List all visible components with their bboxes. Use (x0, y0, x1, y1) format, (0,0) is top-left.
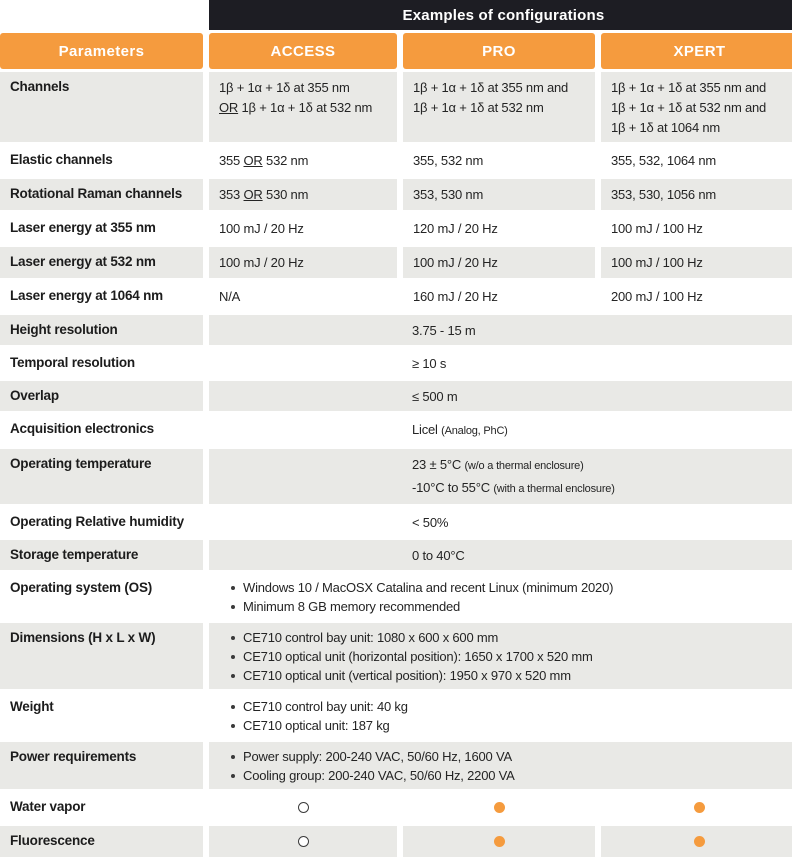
merged-value-cell (209, 348, 792, 378)
text-run: 0 to 40°C (412, 548, 465, 563)
merged-value-cell (209, 449, 792, 504)
text-run: 100 mJ / 20 Hz (413, 255, 498, 270)
text-run: 530 nm (262, 187, 309, 202)
column-header-xpert: XPERT (601, 33, 792, 69)
bullet-list-item (231, 697, 792, 716)
bullet-text: Power supply: 200-240 VAC, 50/60 Hz, 1600 VA (243, 749, 512, 764)
param-label: Power requirements (0, 742, 203, 789)
bullet-icon (231, 724, 235, 728)
text-run: OR (243, 187, 263, 202)
text-line (412, 419, 792, 442)
bullet-text: CE710 control bay unit: 40 kg (243, 699, 408, 714)
merged-value-cell (209, 315, 792, 345)
text-run: 200 mJ / 100 Hz (611, 289, 703, 304)
text-line (611, 185, 792, 205)
bullet-list-item (231, 597, 792, 616)
text-line (413, 253, 589, 273)
text-line (611, 78, 792, 98)
merged-value-cell (209, 540, 792, 570)
text-run: 23 ± 5°C (412, 457, 465, 472)
corner-spacer (0, 0, 203, 30)
value-cell (601, 179, 792, 210)
merged-bullet-cell (209, 692, 792, 739)
text-line (611, 287, 792, 307)
bullet-text: CE710 optical unit (vertical position): 1950 x 970 x 520 mm (243, 668, 571, 683)
value-cell (601, 213, 792, 244)
bullet-text: CE710 optical unit: 187 kg (243, 718, 390, 733)
text-line (611, 98, 792, 118)
bullet-icon (231, 774, 235, 778)
bullet-list-item (231, 766, 792, 785)
text-run: ≤ 500 m (412, 389, 458, 404)
text-line (219, 151, 391, 171)
text-run: N/A (219, 289, 241, 304)
bullet-list-item (231, 747, 792, 766)
param-label: Operating Relative humidity (0, 507, 203, 537)
text-run: 3.75 - 15 m (412, 323, 476, 338)
param-label: Operating temperature (0, 449, 203, 504)
filled-circle-icon (494, 802, 505, 813)
text-line (412, 353, 792, 374)
text-run: 532 nm (262, 153, 309, 168)
examples-header: Examples of configurations (209, 0, 792, 30)
text-run: 100 mJ / 20 Hz (219, 255, 304, 270)
text-run: OR (219, 100, 239, 115)
text-run: OR (243, 153, 263, 168)
text-run: 1β + 1α + 1δ at 355 nm and (611, 80, 767, 95)
text-line (219, 78, 391, 98)
text-run: Licel (412, 422, 442, 437)
value-cell (209, 247, 397, 278)
text-line (611, 118, 792, 138)
bullet-text: CE710 control bay unit: 1080 x 600 x 600 mm (243, 630, 499, 645)
bullet-list-item (231, 716, 792, 735)
value-cell (601, 281, 792, 312)
availability-cell (601, 826, 792, 857)
merged-value-cell (209, 507, 792, 537)
text-line (413, 219, 589, 239)
filled-circle-icon (694, 836, 705, 847)
bullet-list-item (231, 666, 792, 685)
param-label: Channels (0, 72, 203, 142)
text-run: (Analog, PhC) (441, 425, 508, 437)
text-line (412, 320, 792, 341)
text-run: 160 mJ / 20 Hz (413, 289, 498, 304)
text-run: 1β + 1α + 1δ at 532 nm (238, 100, 373, 115)
value-cell (601, 145, 792, 176)
param-label: Temporal resolution (0, 348, 203, 378)
value-cell (601, 72, 792, 142)
text-run: 355, 532 nm (413, 153, 484, 168)
column-header-access: ACCESS (209, 33, 397, 69)
text-line (219, 185, 391, 205)
text-run: (w/o a thermal enclosure) (464, 460, 584, 472)
text-run: 353, 530 nm (413, 187, 484, 202)
text-line (413, 78, 589, 98)
text-line (412, 477, 792, 500)
param-label: Acquisition electronics (0, 414, 203, 446)
text-line (219, 253, 391, 273)
text-run: 353, 530, 1056 nm (611, 187, 717, 202)
value-cell (403, 145, 595, 176)
availability-cell (403, 826, 595, 857)
filled-circle-icon (494, 836, 505, 847)
text-run: 355 (219, 153, 244, 168)
value-cell (209, 145, 397, 176)
text-line (412, 454, 792, 477)
param-label: Elastic channels (0, 145, 203, 176)
bullet-icon (231, 636, 235, 640)
text-line (219, 98, 391, 118)
bullet-icon (231, 674, 235, 678)
value-cell (403, 213, 595, 244)
text-run: ≥ 10 s (412, 356, 447, 371)
bullet-list-item (231, 578, 792, 597)
availability-cell (209, 826, 397, 857)
bullet-text: CE710 optical unit (horizontal position): 1650 x 1700 x 520 mm (243, 649, 593, 664)
column-header-parameters: Parameters (0, 33, 203, 69)
param-label: Laser energy at 1064 nm (0, 281, 203, 312)
availability-cell (403, 792, 595, 823)
param-label: Overlap (0, 381, 203, 411)
bullet-list-item (231, 628, 792, 647)
text-line (219, 287, 391, 307)
text-run: 1β + 1δ at 1064 nm (611, 120, 721, 135)
param-label: Weight (0, 692, 203, 739)
merged-bullet-cell (209, 623, 792, 689)
filled-circle-icon (694, 802, 705, 813)
merged-bullet-cell (209, 573, 792, 620)
text-run: 1β + 1α + 1δ at 532 nm (413, 100, 544, 115)
value-cell (209, 179, 397, 210)
bullet-icon (231, 605, 235, 609)
param-label: Fluorescence (0, 826, 203, 857)
text-run: 100 mJ / 100 Hz (611, 221, 703, 236)
param-label: Laser energy at 532 nm (0, 247, 203, 278)
text-line (412, 545, 792, 566)
text-line (413, 98, 589, 118)
text-line (413, 287, 589, 307)
param-label: Storage temperature (0, 540, 203, 570)
empty-circle-icon (298, 836, 309, 847)
param-label: Dimensions (H x L x W) (0, 623, 203, 689)
value-cell (403, 72, 595, 142)
text-run: (with a thermal enclosure) (493, 483, 615, 495)
value-cell (209, 72, 397, 142)
value-cell (403, 247, 595, 278)
column-header-pro: PRO (403, 33, 595, 69)
text-run: 1β + 1α + 1δ at 532 nm and (611, 100, 767, 115)
bullet-text: Windows 10 / MacOSX Catalina and recent Linux (minimum 2020) (243, 580, 614, 595)
merged-value-cell (209, 414, 792, 446)
text-line (413, 185, 589, 205)
text-line (412, 386, 792, 407)
param-label: Water vapor (0, 792, 203, 823)
value-cell (209, 213, 397, 244)
text-run: -10°C to 55°C (412, 480, 494, 495)
text-line (611, 253, 792, 273)
param-label: Laser energy at 355 nm (0, 213, 203, 244)
value-cell (209, 281, 397, 312)
text-line (413, 151, 589, 171)
param-label: Height resolution (0, 315, 203, 345)
text-run: 355, 532, 1064 nm (611, 153, 717, 168)
text-run: 353 (219, 187, 244, 202)
param-label: Rotational Raman channels (0, 179, 203, 210)
text-run: < 50% (412, 515, 449, 530)
text-run: 120 mJ / 20 Hz (413, 221, 498, 236)
availability-cell (209, 792, 397, 823)
text-line (611, 151, 792, 171)
bullet-icon (231, 705, 235, 709)
text-run: 1β + 1α + 1δ at 355 nm (219, 80, 350, 95)
merged-bullet-cell (209, 742, 792, 789)
bullet-icon (231, 655, 235, 659)
bullet-icon (231, 755, 235, 759)
bullet-text: Minimum 8 GB memory recommended (243, 599, 461, 614)
text-run: 100 mJ / 20 Hz (219, 221, 304, 236)
text-line (412, 512, 792, 533)
bullet-icon (231, 586, 235, 590)
value-cell (403, 179, 595, 210)
bullet-list-item (231, 647, 792, 666)
empty-circle-icon (298, 802, 309, 813)
text-run: 1β + 1α + 1δ at 355 nm and (413, 80, 569, 95)
text-run: 100 mJ / 100 Hz (611, 255, 703, 270)
value-cell (601, 247, 792, 278)
merged-value-cell (209, 381, 792, 411)
text-line (219, 219, 391, 239)
bullet-text: Cooling group: 200-240 VAC, 50/60 Hz, 2200 VA (243, 768, 515, 783)
param-label: Operating system (OS) (0, 573, 203, 620)
availability-cell (601, 792, 792, 823)
value-cell (403, 281, 595, 312)
text-line (611, 219, 792, 239)
